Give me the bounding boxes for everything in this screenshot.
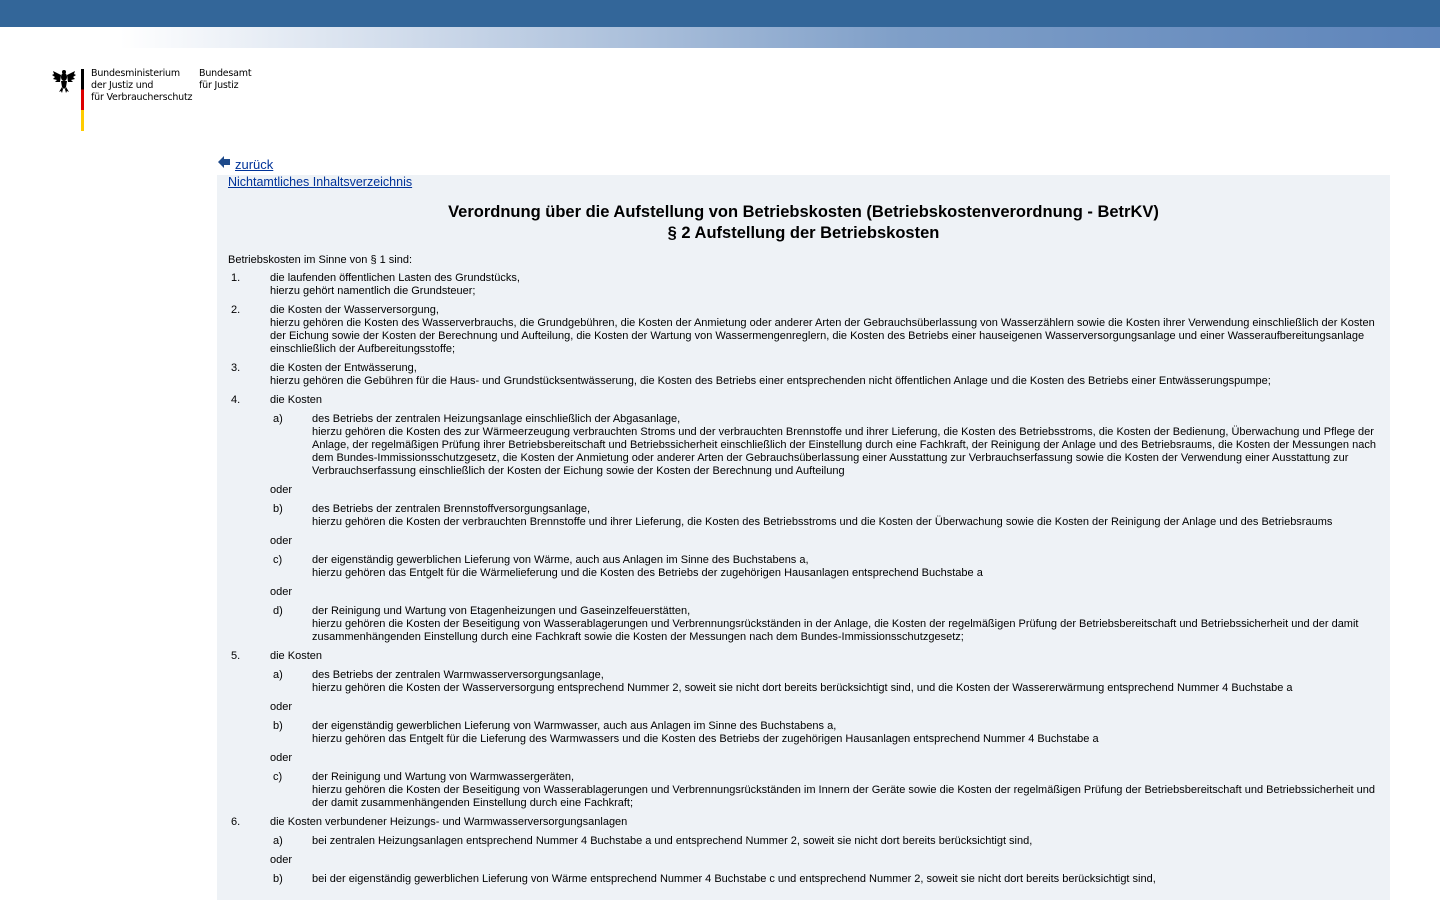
list-item bbox=[228, 272, 1378, 298]
sub-item-body bbox=[312, 503, 1378, 529]
item-heading: die Kosten bbox=[270, 650, 322, 662]
sub-item-text: bei zentralen Heizungsanlagen entsprechend Nummer 4 Buchstabe a und entsprechend Nummer 2, soweit sie nicht dort bereits berücksichtigt sind, bbox=[312, 835, 1033, 847]
item-number: 2. bbox=[231, 304, 241, 316]
list-item bbox=[228, 816, 1378, 886]
office-line: Bundesamt bbox=[199, 68, 252, 79]
office-name bbox=[199, 68, 269, 92]
sub-item-text: des Betriebs der zentralen Brennstoffversorgungsanlage, bbox=[312, 503, 591, 515]
sub-item-text: hierzu gehören die Kosten der Beseitigung von Wasserablagerungen und Verbrennungsrückständen im Innern der Geräte sowie die Kosten der regelmäßigen Prüfung der Betriebsbereitschaft und Betriebssicherheit und der damit zusammenhängenden Einstellung durch eine Fachkraft; bbox=[312, 784, 1375, 809]
ministry-name bbox=[91, 68, 201, 104]
sub-item-letter: b) bbox=[273, 873, 283, 885]
list-item bbox=[228, 362, 1378, 388]
sub-item-letter: a) bbox=[273, 835, 283, 847]
document-title bbox=[217, 202, 1390, 244]
sub-item-text: hierzu gehören das Entgelt für die Wärmelieferung und die Kosten des Betriebs der zugehörigen Hausanlagen entsprechend Buchstabe a bbox=[312, 567, 983, 579]
sub-item bbox=[270, 873, 1378, 886]
oder-separator: oder bbox=[270, 752, 293, 764]
sub-item-body bbox=[312, 554, 1378, 580]
document-panel bbox=[217, 175, 1390, 900]
sub-item-body bbox=[312, 873, 1378, 886]
section-title: § 2 Aufstellung der Betriebskosten bbox=[667, 224, 940, 242]
sub-item bbox=[270, 720, 1378, 746]
ministry-line: Bundesministerium bbox=[91, 68, 180, 79]
sub-item-body bbox=[312, 771, 1378, 810]
sub-item bbox=[270, 669, 1378, 695]
ministry-logo bbox=[52, 68, 272, 132]
top-banner bbox=[0, 0, 1440, 27]
item-body bbox=[270, 304, 1378, 356]
sub-item bbox=[270, 503, 1378, 529]
item-body bbox=[270, 362, 1378, 388]
sub-item-text: hierzu gehören die Kosten der verbrauchten Brennstoffe und ihrer Lieferung, die Kosten des Betriebsstroms und die Kosten der Überwachung sowie die Kosten der Reinigung der Anlage und des Betriebsraums bbox=[312, 516, 1333, 528]
sub-item-letter: c) bbox=[273, 771, 283, 783]
item-text: die Kosten der Entwässerung, bbox=[270, 362, 417, 374]
item-number: 4. bbox=[231, 394, 241, 406]
sub-item-text: hierzu gehören die Kosten der Beseitigung von Wasserablagerungen und Verbrennungsrückständen in der Anlage, die Kosten der regelmäßigen Prüfung der Betriebsbereitschaft und Betriebssicherheit und der damit zusammenhängenden Einstellung durch eine Fachkraft sowie die Kosten der Messungen nach dem Bundes-Immissionsschutzgesetz; bbox=[312, 618, 1359, 643]
list-item bbox=[228, 650, 1378, 810]
sub-item-text: hierzu gehören die Kosten der Wasserversorgung entsprechend Nummer 2, soweit sie nicht dort bereits berücksichtigt sind, und die Kosten der Wassererwärmung entsprechend Nummer 4 Buchstabe a bbox=[312, 682, 1293, 694]
sub-item bbox=[270, 554, 1378, 580]
list-item bbox=[228, 394, 1378, 644]
item-number: 5. bbox=[231, 650, 241, 662]
intro-text: Betriebskosten im Sinne von § 1 sind: bbox=[228, 254, 413, 266]
ministry-line: für Verbraucherschutz bbox=[91, 92, 193, 103]
sub-item bbox=[270, 771, 1378, 810]
sub-item-body bbox=[312, 413, 1378, 478]
sub-item-text: hierzu gehören das Entgelt für die Lieferung des Warmwassers und die Kosten des Betriebs der zugehörigen Hausanlagen entsprechend Nummer 4 Buchstabe a bbox=[312, 733, 1099, 745]
item-body bbox=[270, 394, 1378, 644]
sub-item-body bbox=[312, 720, 1378, 746]
item-text: die Kosten der Wasserversorgung, bbox=[270, 304, 439, 316]
sub-item-body bbox=[312, 605, 1378, 644]
sub-item-text: hierzu gehören die Kosten des zur Wärmeerzeugung verbrauchten Stroms und der verbrauchten Brennstoffe und ihrer Lieferung, die Kosten des Betriebsstroms, die Kosten der Bedienung, Überwachung und Pflege der Anlage, der regelmäßigen Prüfung ihrer Betriebsbereitschaft und Betriebssicherheit einschließlich der Einstellung durch eine Fachkraft, der Reinigung der Anlage und des Betriebsraums, die Kosten der Messungen nach dem Bundes-Immissionsschutzgesetz, die Kosten der Anmietung oder anderer Arten der Gebrauchsüberlassung einer Ausstattung zur Verbrauchserfassung sowie die Kosten der Verwendung einer Ausstattung zur Verbrauchserfassung einschließlich der Kosten der Eichung sowie der Kosten der Berechnung und Aufteilung bbox=[312, 426, 1376, 477]
oder-separator: oder bbox=[270, 586, 293, 598]
oder-separator: oder bbox=[270, 484, 293, 496]
sub-item-text: der Reinigung und Wartung von Etagenheizungen und Gaseinzelfeuerstätten, bbox=[312, 605, 691, 617]
sub-item-letter: a) bbox=[273, 413, 283, 425]
item-body bbox=[270, 650, 1378, 810]
sub-item-letter: b) bbox=[273, 720, 283, 732]
item-heading: die Kosten verbundener Heizungs- und Warmwasserversorgungsanlagen bbox=[270, 816, 628, 828]
item-number: 6. bbox=[231, 816, 241, 828]
sub-item-letter: c) bbox=[273, 554, 283, 566]
sub-item-letter: d) bbox=[273, 605, 283, 617]
title-line: Verordnung über die Aufstellung von Betriebskosten (Betriebskostenverordnung - BetrKV) bbox=[448, 203, 1159, 221]
sub-item-body bbox=[312, 669, 1378, 695]
oder-separator: oder bbox=[270, 535, 293, 547]
list-item bbox=[228, 304, 1378, 356]
item-text: hierzu gehören die Kosten des Wasserverbrauchs, die Grundgebühren, die Kosten der Anmietung oder anderer Arten der Gebrauchsüberlassung von Wasserzählern sowie die Kosten ihrer Verwendung einschließlich der Kosten der Eichung sowie der Kosten der Berechnung und Aufteilung, die Kosten der Wartung von Wassermengenreglern, die Kosten des Betriebs einer hauseigenen Wasserversorgungsanlage und einer Wasseraufbereitungsanlage einschließlich der Aufbereitungsstoffe; bbox=[270, 317, 1375, 355]
item-text: die laufenden öffentlichen Lasten des Grundstücks, bbox=[270, 272, 520, 284]
item-text: hierzu gehört namentlich die Grundsteuer; bbox=[270, 285, 476, 297]
sub-item-text: des Betriebs der zentralen Heizungsanlage einschließlich der Abgasanlage, bbox=[312, 413, 681, 425]
flag-stripe bbox=[81, 69, 84, 131]
sub-item-text: der eigenständig gewerblichen Lieferung von Wärme, auch aus Anlagen im Sinne des Buchstabens a, bbox=[312, 554, 809, 566]
gradient-banner bbox=[0, 27, 1440, 48]
toc-link[interactable]: Nichtamtliches Inhaltsverzeichnis bbox=[228, 175, 413, 189]
sub-item-body bbox=[312, 835, 1378, 848]
item-body bbox=[270, 816, 1378, 886]
sub-item-letter: a) bbox=[273, 669, 283, 681]
ministry-line: der Justiz und bbox=[91, 80, 154, 91]
sub-item bbox=[270, 605, 1378, 644]
oder-separator: oder bbox=[270, 701, 293, 713]
sub-item bbox=[270, 835, 1378, 848]
sub-item-letter: b) bbox=[273, 503, 283, 515]
sub-item-text: der Reinigung und Wartung von Warmwassergeräten, bbox=[312, 771, 575, 783]
back-arrow-icon[interactable] bbox=[218, 155, 230, 169]
item-number: 1. bbox=[231, 272, 241, 284]
item-body bbox=[270, 272, 1378, 298]
oder-separator: oder bbox=[270, 854, 293, 866]
item-text: hierzu gehören die Gebühren für die Haus- und Grundstücksentwässerung, die Kosten des Betriebs einer entsprechenden nicht öffentlichen Anlage und die Kosten des Betriebs einer Entwässerungspumpe; bbox=[270, 375, 1271, 387]
sub-item-text: bei der eigenständig gewerblichen Lieferung von Wärme entsprechend Nummer 4 Buchstabe c und entsprechend Nummer 2, soweit sie nicht dort bereits berücksichtigt sind, bbox=[312, 873, 1156, 885]
sub-item-text: der eigenständig gewerblichen Lieferung von Warmwasser, auch aus Anlagen im Sinne des Buchstabens a, bbox=[312, 720, 837, 732]
sub-item bbox=[270, 413, 1378, 478]
back-link[interactable]: zurück bbox=[235, 157, 274, 172]
office-line: für Justiz bbox=[199, 80, 239, 91]
item-number: 3. bbox=[231, 362, 241, 374]
provision-list bbox=[228, 272, 1378, 892]
item-heading: die Kosten bbox=[270, 394, 322, 406]
federal-eagle-icon bbox=[52, 68, 76, 94]
sub-item-text: des Betriebs der zentralen Warmwasserversorgungsanlage, bbox=[312, 669, 604, 681]
